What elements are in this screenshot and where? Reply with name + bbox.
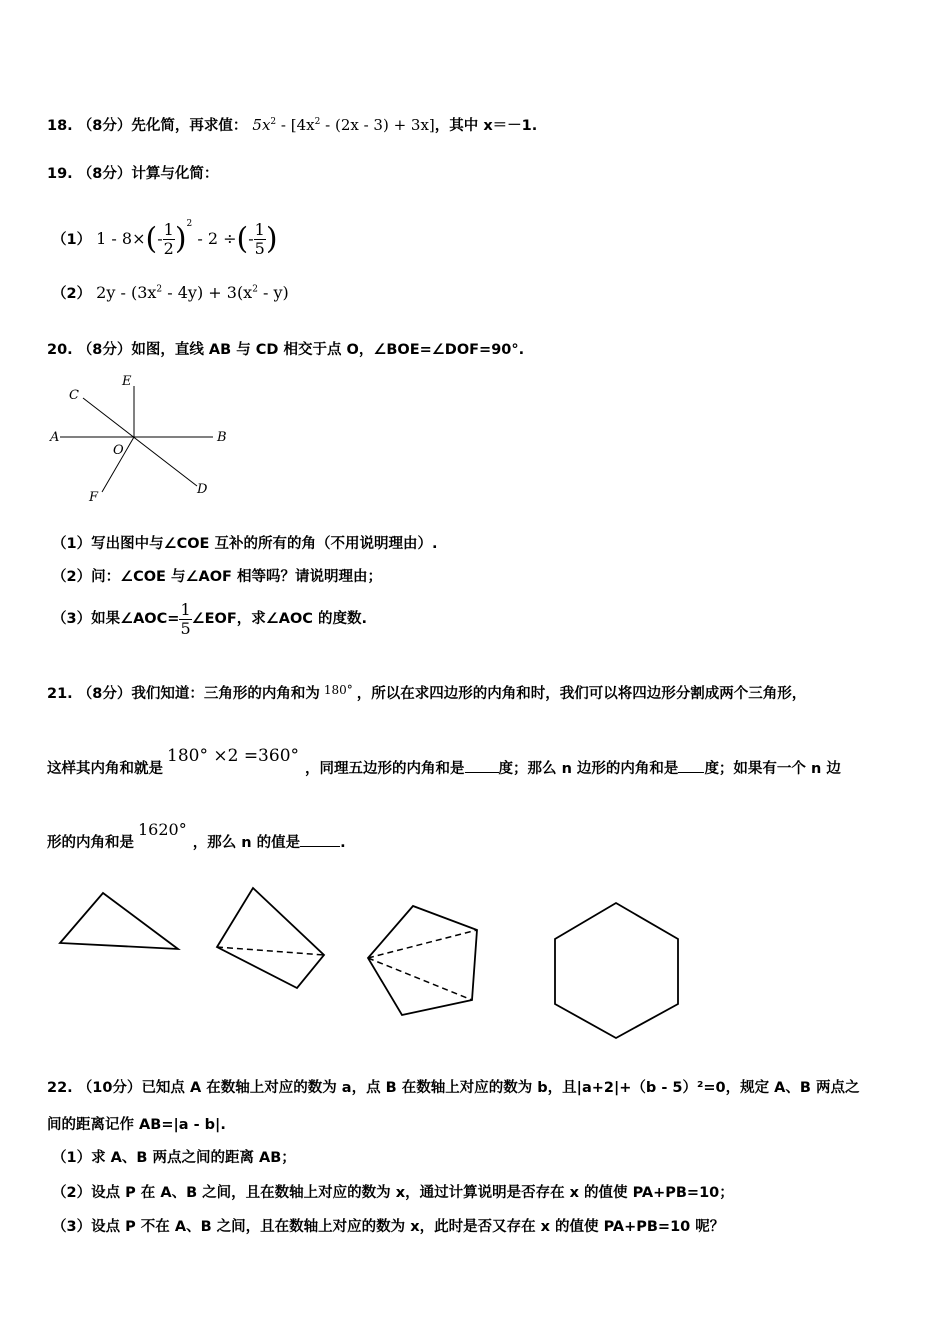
q18-tail: ，其中 x＝－1.: [434, 118, 538, 134]
q19-score: （8分）: [77, 166, 132, 182]
q21-score: （8分）: [77, 686, 132, 702]
q18-line: [47, 114, 537, 135]
q21-number: 21.: [47, 686, 73, 702]
q18-expression: $5x^2 - [4x^2 - (2x - 3) + 3x]$: [252, 116, 435, 134]
q22-line1: 22. （10分）已知点 A 在数轴上对应的数为 a，点 B 在数轴上对应的数为 b，且|a+2|+（b - 5）²=0，规定 A、B 两点之: [47, 1080, 860, 1096]
q22-part3: （3）设点 P 不在 A、B 之间，且在数轴上对应的数为 x，此时是否又存在 x 的值使 PA+PB=10 呢？: [52, 1219, 725, 1235]
label-c: C: [69, 388, 79, 403]
q18-number: 18.: [47, 118, 73, 134]
q19-part2-label: （2）: [52, 286, 92, 302]
q20-part2: （2）问：∠COE 与∠AOF 相等吗？请说明理由；: [52, 569, 383, 585]
label-o: O: [113, 443, 124, 458]
label-a: A: [50, 430, 60, 445]
q20-prompt: 如图，直线 AB 与 CD 相交于点 O，∠BOE=∠DOF=90°.: [131, 342, 525, 358]
q21-blank-n[interactable]: [300, 832, 340, 847]
triangle-shape: [60, 893, 178, 949]
q22-number: 22.: [47, 1080, 73, 1096]
q21-blank-pentagon[interactable]: [465, 758, 499, 773]
q19-part2: [52, 282, 289, 303]
q20-part3-fraction: $\frac{1}{5}$: [180, 599, 191, 638]
label-b: B: [217, 430, 227, 445]
q18-prompt: 先化简，再求值：: [131, 118, 248, 134]
q19-part1-expression: 1 - 8×(- $\frac{1}{2}$ )$^2$ - 2 ÷(- $\frac{1}{5}$ ): [96, 219, 278, 258]
label-e: E: [122, 374, 132, 389]
q22-part1: （1）求 A、B 两点之间的距离 AB；: [52, 1150, 296, 1166]
q19-number: 19.: [47, 166, 73, 182]
hexagon-shape: [555, 903, 678, 1038]
q21-blank-ngon[interactable]: [678, 758, 704, 773]
q18-score: （8分）: [77, 118, 132, 134]
q22-part2: （2）设点 P 在 A、B 之间，且在数轴上对应的数为 x，通过计算说明是否存在 x 的值使 PA+PB=10；: [52, 1185, 734, 1201]
q19-prompt: 计算与化简：: [131, 166, 219, 182]
q21-polygons-figure: [45, 858, 705, 1048]
q21-line3: 形的内角和是1620°，那么 n 的值是 .: [47, 820, 346, 851]
q22-line2: 间的距离记作 AB=|a - b|.: [47, 1117, 226, 1133]
quadrilateral-shape: [217, 888, 324, 988]
label-f: F: [89, 490, 99, 505]
q22-score: （10分）: [77, 1080, 142, 1096]
pentagon-diagonal-2: [368, 958, 472, 1000]
q19-part2-expression: $2y - (3x^2 - 4y) + 3(x^2 - y)$: [96, 283, 289, 302]
q19-part1: [52, 200, 278, 258]
q19-part1-label: （1）: [52, 232, 92, 248]
q20-score: （8分）: [77, 342, 132, 358]
q21-line2: 这样其内角和就是180° ×2 =360°，同理五边形的内角和是 度；那么 n 边形的内角和是 度；如果有一个 n 边: [47, 746, 841, 777]
label-d: D: [197, 482, 208, 497]
quadrilateral-diagonal: [217, 947, 324, 955]
pentagon-shape: [368, 906, 477, 1015]
q20-number: 20.: [47, 342, 73, 358]
q20-figure: [45, 370, 235, 505]
line-cd: [83, 398, 197, 486]
q20-heading: [47, 338, 524, 359]
q19-heading: [47, 162, 218, 183]
q20-part1: （1）写出图中与∠COE 互补的所有的角（不用说明理由）.: [52, 536, 438, 552]
q20-part3: （3）如果∠AOC= $\frac{1}{5}$ ∠EOF，求∠AOC 的度数.: [52, 599, 368, 638]
q21-line1: 21. （8分）我们知道：三角形的内角和为 $^{180^\circ}$ ，所以在求四边形的内角和时，我们可以将四边形分割成两个三角形，: [47, 683, 807, 702]
pentagon-diagonal-1: [368, 930, 477, 958]
